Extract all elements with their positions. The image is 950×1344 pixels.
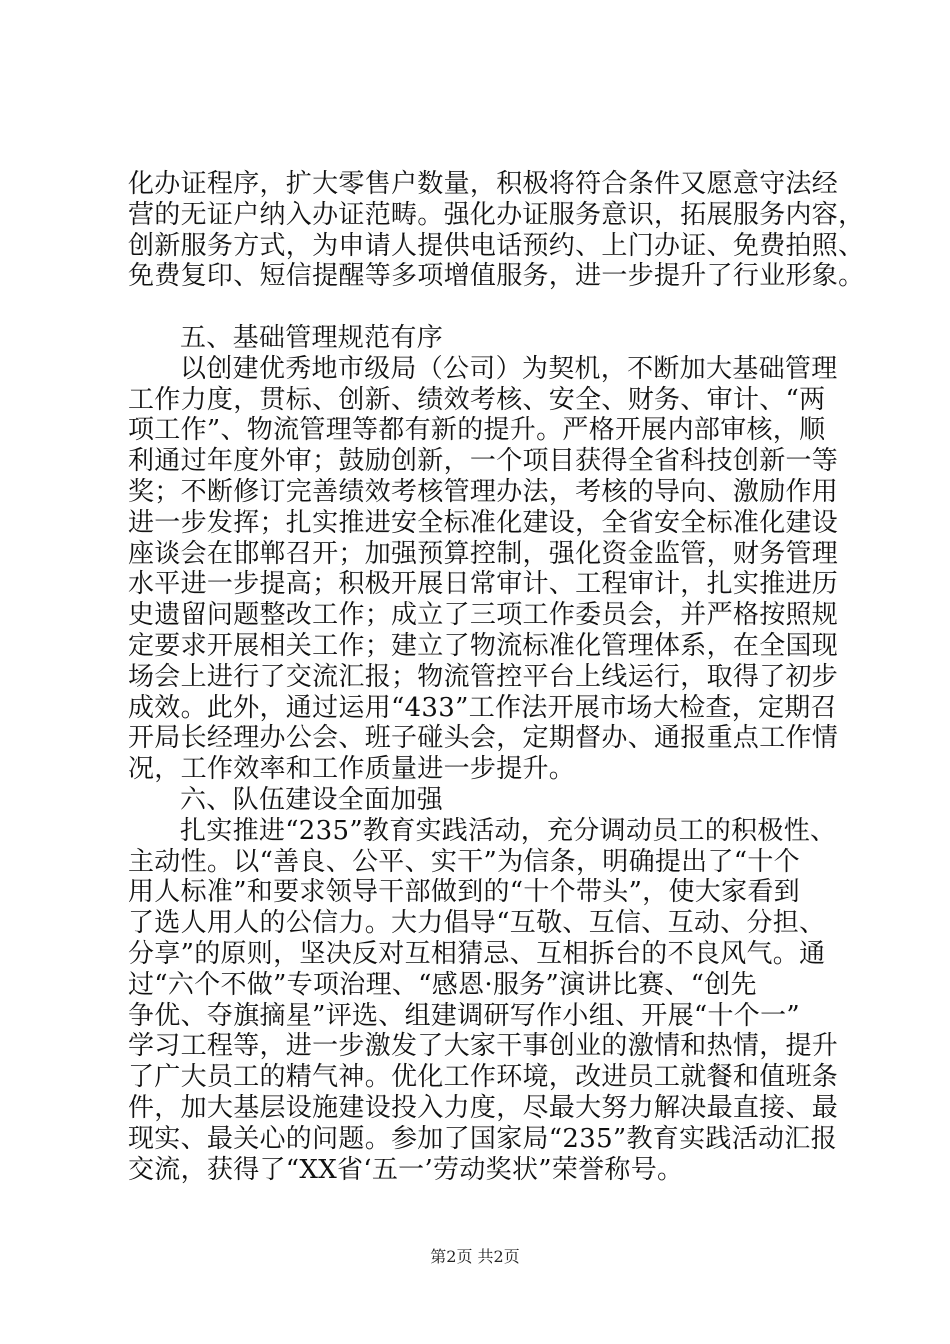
paragraph-line: 利通过年度外审；鼓励创新，一个项目获得全省科技创新一等	[128, 446, 839, 477]
paragraph-line: 现实、最关心的问题。参加了国家局“235”教育实践活动汇报	[128, 1123, 837, 1154]
paragraph-line: 化办证程序，扩大零售户数量，积极将符合条件又愿意守法经	[128, 169, 839, 199]
paragraph-line: 项工作”、物流管理等都有新的提升。严格开展内部审核，顺	[128, 415, 826, 446]
paragraph-spacer	[128, 292, 838, 323]
paragraph-line: 过“六个不做”专项治理、“感恩·服务”演讲比赛、“创先	[128, 969, 757, 1000]
paragraph-line: 主动性。以“善良、公平、实干”为信条，明确提出了“十个	[128, 846, 800, 877]
section-heading: 六、队伍建设全面加强	[180, 784, 444, 815]
section-heading: 五、基础管理规范有序	[180, 322, 444, 353]
paragraph-line: 创新服务方式，为申请人提供电话预约、上门办证、免费拍照、	[128, 230, 865, 261]
paragraph-line: 了选人用人的公信力。大力倡导“互敬、互信、互动、分担、	[128, 908, 826, 939]
paragraph-line: 场会上进行了交流汇报；物流管控平台上线运行，取得了初步	[128, 661, 839, 692]
paragraph-line: 开局长经理办公会、班子碰头会，定期督办、通报重点工作情	[128, 723, 839, 754]
paragraph-line: 分享”的原则，坚决反对互相猜忌、互相拆台的不良风气。通	[128, 938, 826, 969]
paragraph-line: 学习工程等，进一步激发了大家干事创业的激情和热情，提升	[128, 1031, 839, 1062]
paragraph-line: 了广大员工的精气神。优化工作环境，改进员工就餐和值班条	[128, 1062, 839, 1093]
paragraph-line: 况，工作效率和工作质量进一步提升。	[128, 754, 576, 785]
paragraph-line: 定要求开展相关工作；建立了物流标准化管理体系，在全国现	[128, 630, 839, 661]
document-body	[128, 169, 865, 1185]
paragraph-line: 争优、夺旗摘星”评选、组建调研写作小组、开展“十个一”	[128, 1000, 800, 1031]
paragraph-line: 进一步发挥；扎实推进安全标准化建设，全省安全标准化建设	[128, 507, 839, 538]
page-number-footer: 第2页 共2页	[430, 1247, 520, 1266]
paragraph-line: 件，加大基层设施建设投入力度，尽最大努力解决最直接、最	[128, 1092, 839, 1123]
paragraph-line: 史遗留问题整改工作；成立了三项工作委员会，并严格按照规	[128, 600, 839, 631]
paragraph-line: 营的无证户纳入办证范畴。强化办证服务意识，拓展服务内容，	[128, 199, 865, 230]
paragraph-line: 水平进一步提高；积极开展日常审计、工程审计，扎实推进历	[128, 569, 839, 600]
paragraph-line: 成效。此外，通过运用“433”工作法开展市场大检查，定期召	[128, 692, 837, 723]
paragraph-line: 工作力度，贯标、创新、绩效考核、安全、财务、审计、“两	[128, 384, 826, 415]
paragraph-line: 扎实推进“235”教育实践活动，充分调动员工的积极性、	[180, 815, 837, 846]
paragraph-line: 以创建优秀地市级局（公司）为契机，不断加大基础管理	[180, 353, 838, 384]
paragraph-line: 用人标准”和要求领导干部做到的“十个带头”，使大家看到	[128, 877, 800, 908]
paragraph-line: 座谈会在邯郸召开；加强预算控制，强化资金监管，财务管理	[128, 538, 839, 569]
paragraph-line: 奖；不断修订完善绩效考核管理办法，考核的导向、激励作用	[128, 476, 839, 507]
paragraph-line: 交流，获得了“XX省‘五一’劳动奖状”荣誉称号。	[128, 1154, 684, 1185]
paragraph-line: 免费复印、短信提醒等多项增值服务，进一步提升了行业形象。	[128, 261, 865, 292]
